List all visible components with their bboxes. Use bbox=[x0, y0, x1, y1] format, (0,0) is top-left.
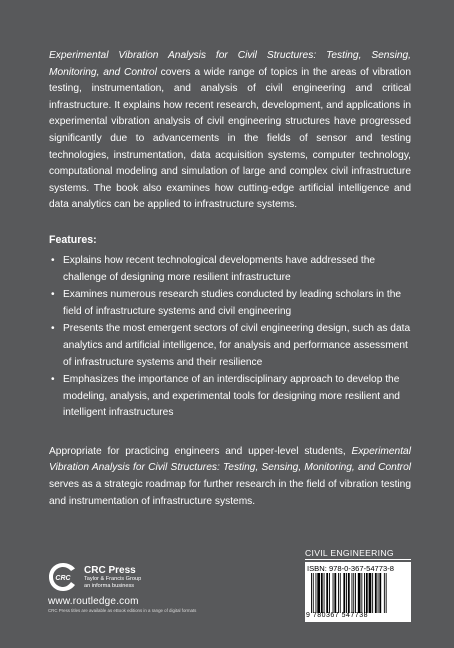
crc-press-logo-icon bbox=[48, 562, 78, 592]
barcode-icon bbox=[311, 573, 405, 613]
isbn-text: ISBN: 978-0-367-54773-8 bbox=[307, 564, 394, 573]
feature-text: Presents the most emergent sectors of civil engineering design, such as data analytics and artificial intelligence, for analysis and performance assessment of infrastructure systems and their resilience bbox=[63, 323, 411, 368]
publisher-block bbox=[84, 565, 141, 590]
feature-item bbox=[49, 253, 411, 286]
intro-body: covers a wide range of topics in the areas of vibration testing, instrumentation, and analysis of civil engineering and critical infrastructure. It explains how recent research, development, and applications in experimental vibration analysis of civil engineering structures have progressed significantly due to advancements in the fields of sensor and testing technologies, instrumentation, data acquisition systems, computer technology, computational modeling and simulation of large and complex civil infrastructure systems. The book also examines how cutting-edge artificial intelligence and data analytics can be applied to infrastructure systems. bbox=[49, 66, 411, 211]
bullet-icon: • bbox=[51, 323, 55, 335]
category-divider bbox=[305, 559, 411, 560]
closing-paragraph bbox=[49, 444, 411, 510]
feature-text: Explains how recent technological developments have addressed the challenge of designing more resilient infrastructure bbox=[63, 254, 376, 283]
logo-text: CRC bbox=[55, 575, 71, 582]
barcode-panel bbox=[305, 562, 411, 622]
feature-text: Examines numerous research studies conducted by leading scholars in the field of infrastructure systems and civil engineering bbox=[63, 289, 402, 317]
feature-item bbox=[49, 321, 411, 371]
closing-book-title: Experimental Vibration Analysis for Civil Structures: Testing, Sensing, Monitoring, and Control bbox=[49, 445, 411, 474]
feature-item bbox=[49, 372, 411, 422]
intro-paragraph bbox=[49, 48, 411, 214]
closing-lead: Appropriate for practicing engineers and upper-level students, bbox=[49, 445, 352, 457]
feature-text: Emphasizes the importance of an interdisciplinary approach to develop the modeling, analysis, and experimental tools for designing more resilient and intelligent infrastructures bbox=[63, 374, 400, 419]
bullet-icon: • bbox=[51, 254, 55, 266]
features-heading: Features: bbox=[49, 233, 97, 246]
publisher-url[interactable]: www.routledge.com bbox=[48, 596, 139, 607]
features-list bbox=[49, 253, 411, 422]
publisher-group: Taylor & Francis Group bbox=[84, 576, 142, 582]
feature-item bbox=[49, 287, 411, 320]
bullet-icon: • bbox=[51, 374, 55, 386]
publisher-business: an informa business bbox=[84, 583, 135, 589]
closing-tail: serves as a strategic roadmap for further research in the field of vibration testing and instrumentation of infrastructure systems. bbox=[49, 479, 411, 507]
barcode-number: 9 780367 547738 bbox=[306, 612, 368, 619]
bullet-icon: • bbox=[51, 289, 55, 301]
ebook-footnote: CRC Press titles are available as eBook editions in a range of digital formats bbox=[48, 608, 197, 613]
back-cover-text bbox=[49, 48, 411, 510]
intro-book-title: Experimental Vibration Analysis for Civil Structures: Testing, Sensing, Monitoring, and Control bbox=[49, 50, 411, 78]
subject-category: CIVIL ENGINEERING bbox=[305, 548, 394, 558]
publisher-name: CRC Press bbox=[84, 565, 136, 576]
